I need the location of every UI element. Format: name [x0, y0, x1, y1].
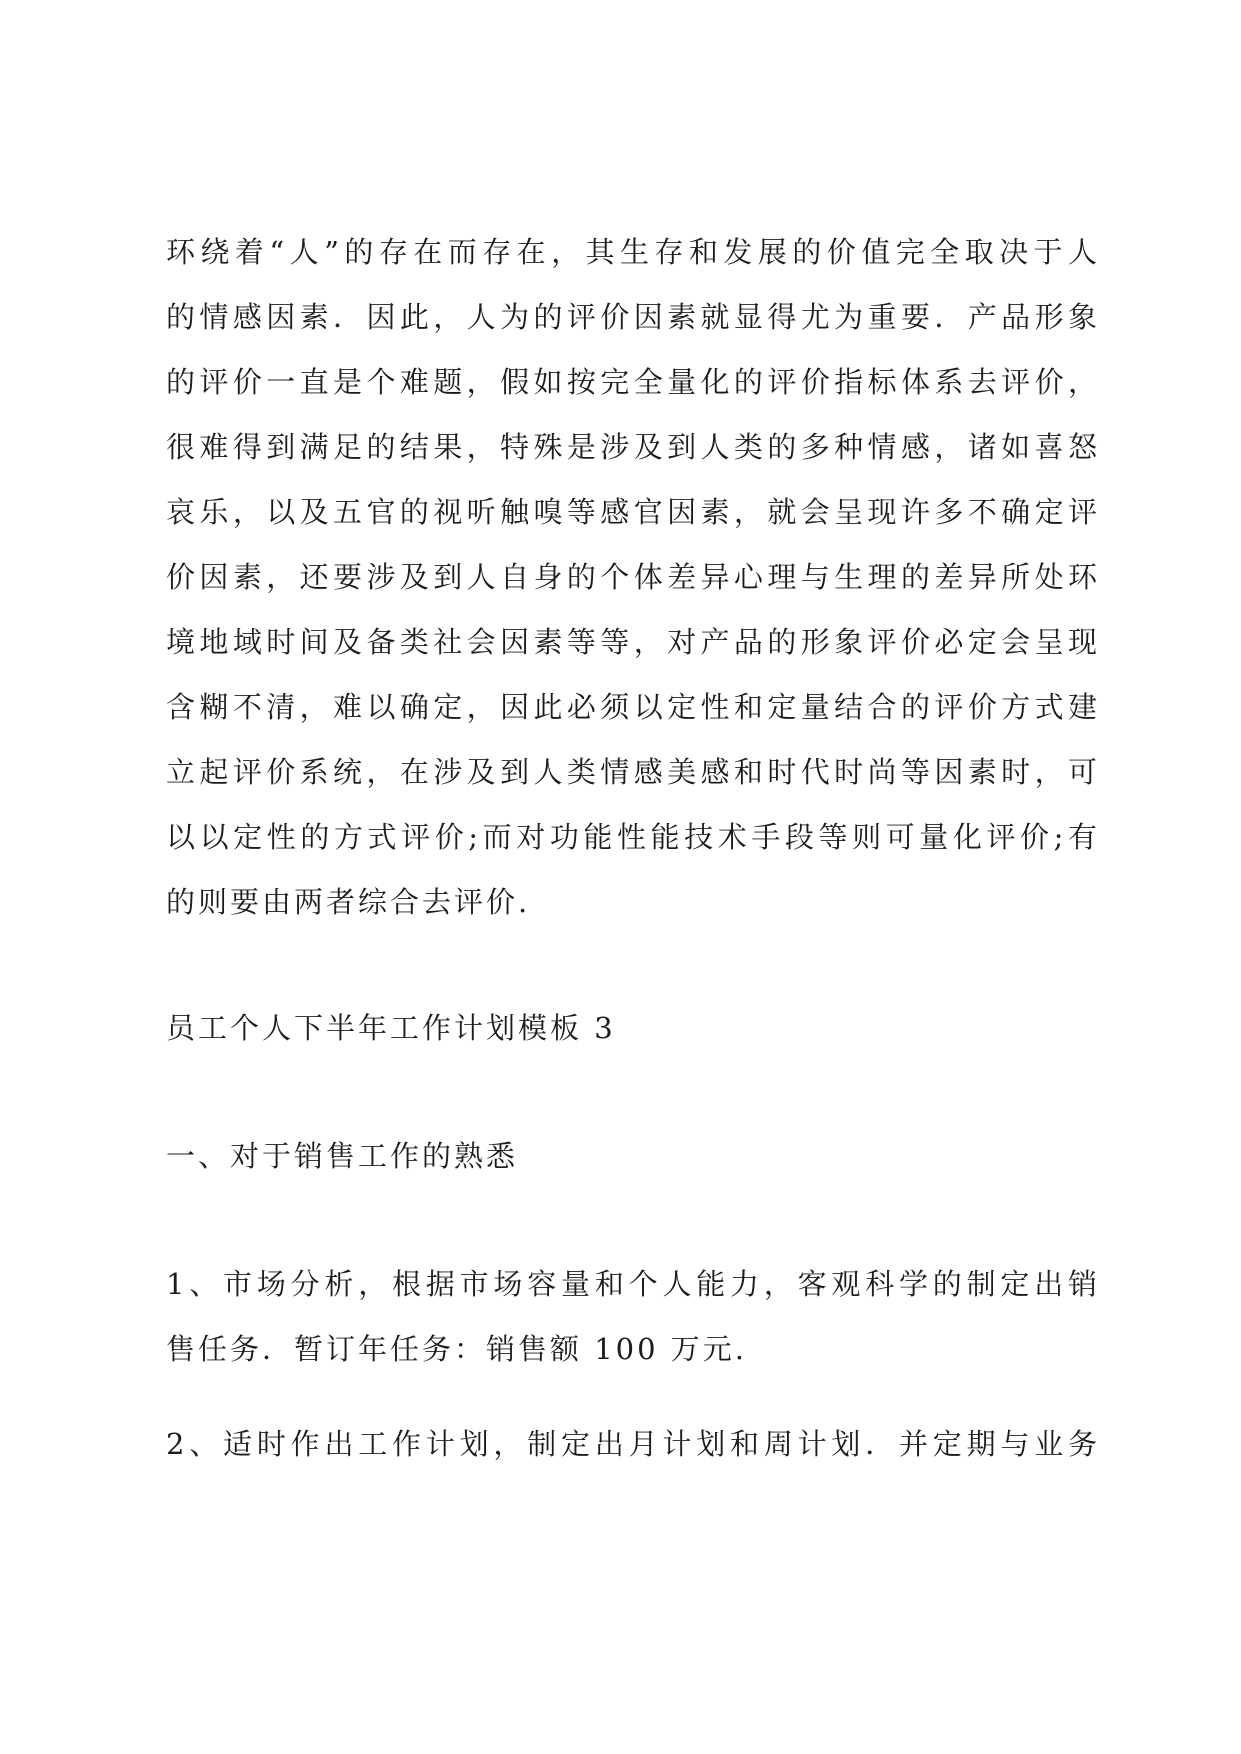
list-item-line: 售任务．暂订年任务：销售额 100 万元.: [166, 1332, 748, 1366]
paragraph-line: 环绕着“人”的存在而存在，其生存和发展的价值完全取决于人: [166, 235, 1100, 269]
list-item-line: 2、适时作出工作计划，制定出月计划和周计划．并定期与业务: [166, 1427, 1100, 1461]
list-item-line: 1、市场分析，根据市场容量和个人能力，客观科学的制定出销: [166, 1267, 1100, 1301]
heading-text: 员工个人下半年工作计划模板 3: [166, 1011, 616, 1045]
paragraph-line: 的情感因素．因此，人为的评价因素就显得尤为重要．产品形象: [166, 300, 1100, 334]
list-item-work-plan: [166, 1412, 1100, 1477]
paragraph-product-evaluation: [166, 220, 1100, 935]
paragraph-line: 价因素，还要涉及到人自身的个体差异心理与生理的差异所处环: [166, 560, 1100, 594]
list-item-market-analysis: [166, 1252, 1100, 1382]
paragraph-line: 哀乐，以及五官的视听触嗅等感官因素，就会呈现许多不确定评: [166, 495, 1100, 529]
section-heading: [166, 1124, 1100, 1189]
section-heading-text: 一、对于销售工作的熟悉: [166, 1139, 519, 1173]
paragraph-line: 以以定性的方式评价;而对功能性能技术手段等则可量化评价;有: [166, 820, 1100, 854]
document-heading-title: [166, 996, 1100, 1061]
paragraph-line: 的评价一直是个难题，假如按完全量化的评价指标体系去评价，: [166, 365, 1100, 399]
paragraph-line: 含糊不清，难以确定，因此必须以定性和定量结合的评价方式建: [166, 690, 1100, 724]
paragraph-line: 境地域时间及备类社会因素等等，对产品的形象评价必定会呈现: [166, 625, 1100, 659]
paragraph-line: 立起评价系统，在涉及到人类情感美感和时代时尚等因素时，可: [166, 755, 1100, 789]
paragraph-line: 很难得到满足的结果，特殊是涉及到人类的多种情感，诸如喜怒: [166, 430, 1100, 464]
paragraph-line: 的则要由两者综合去评价.: [166, 885, 531, 919]
